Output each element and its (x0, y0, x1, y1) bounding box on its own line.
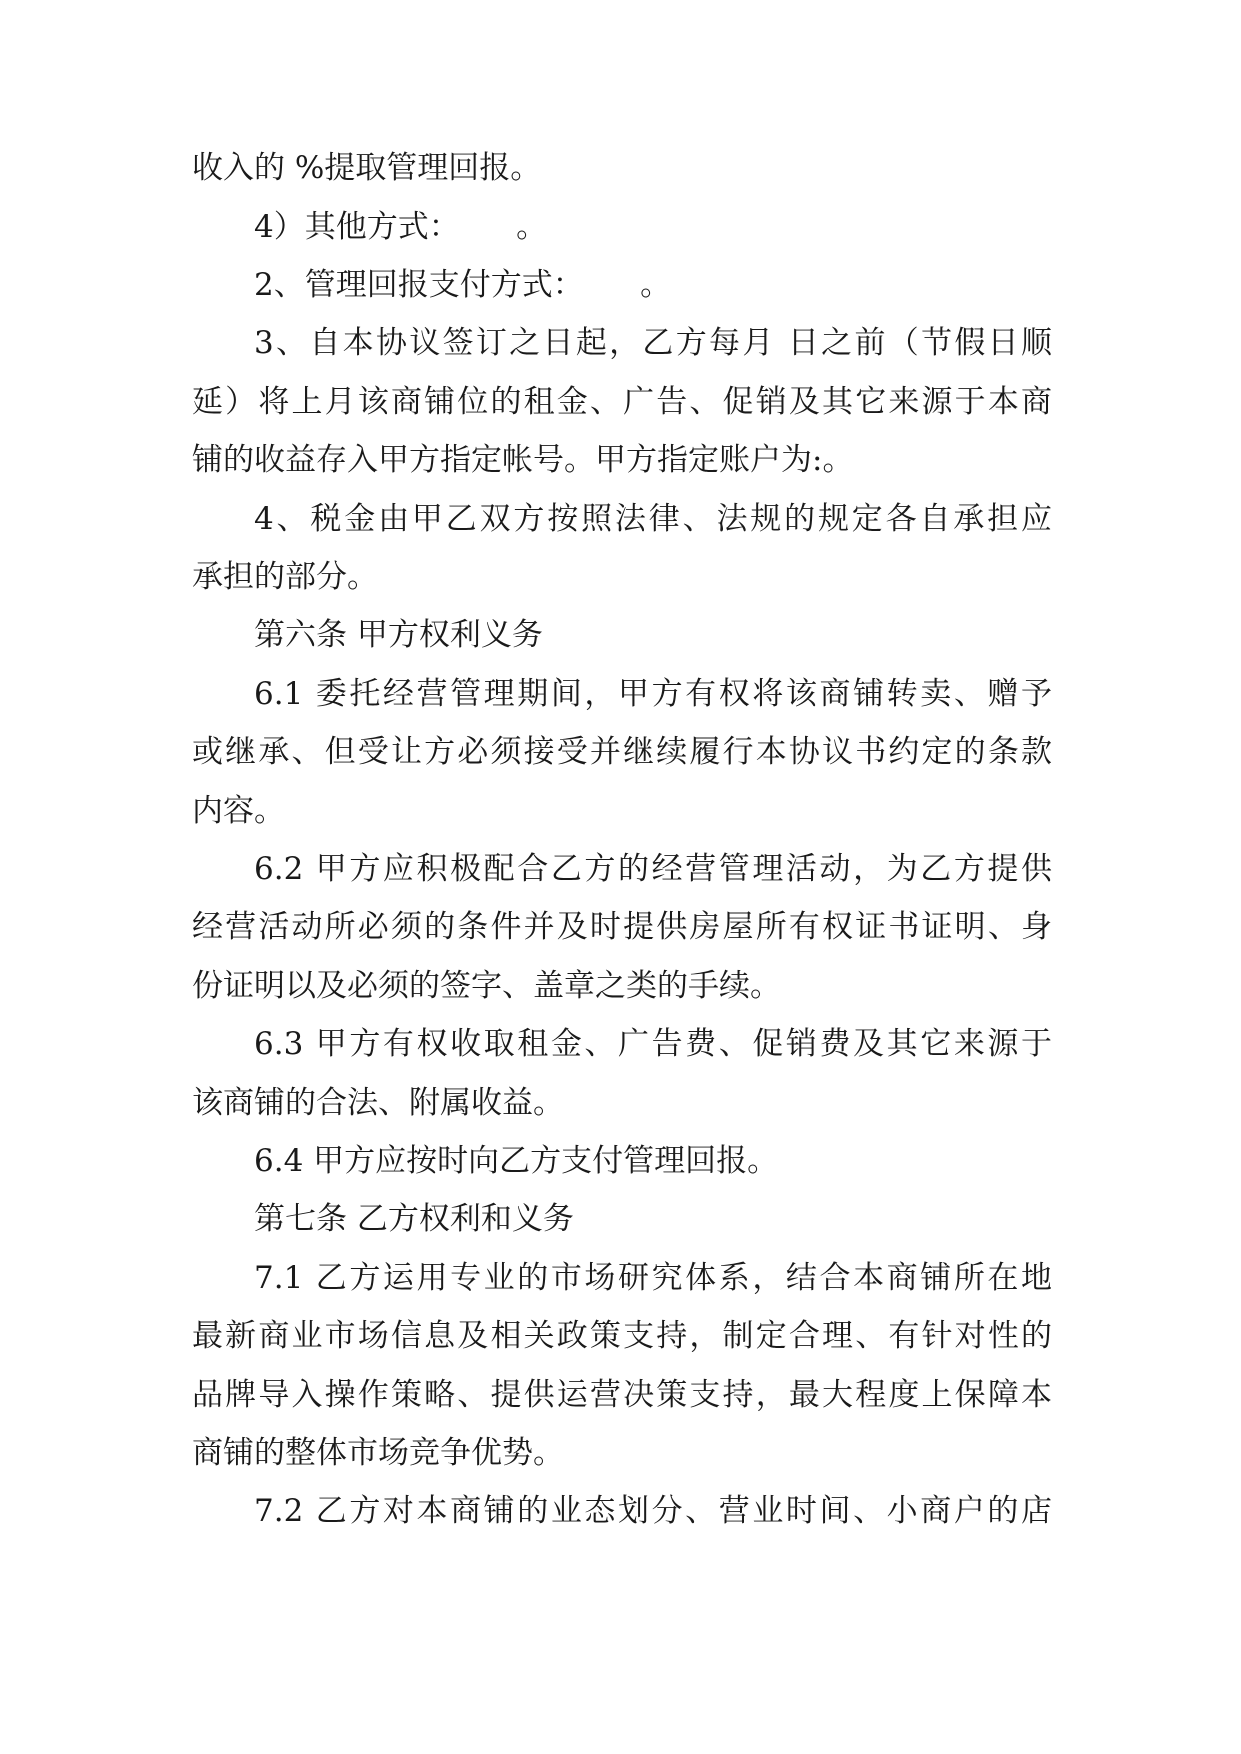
text-line: 最新商业市场信息及相关政策支持，制定合理、有针对性的 (192, 1318, 1052, 1354)
text-line: 7.1 乙方运用专业的市场研究体系，结合本商铺所在地 (254, 1260, 1052, 1296)
text-line: 6.2 甲方应积极配合乙方的经营管理活动，为乙方提供 (254, 851, 1052, 887)
text-line: 份证明以及必须的签字、盖章之类的手续。 (192, 968, 781, 1004)
text-line: 经营活动所必须的条件并及时提供房屋所有权证书证明、身 (192, 909, 1052, 945)
text-line: 延）将上月该商铺位的租金、广告、促销及其它来源于本商 (192, 384, 1052, 420)
text-line: 收入的 %提取管理回报。 (192, 150, 542, 186)
text-line: 品牌导入操作策略、提供运营决策支持，最大程度上保障本 (192, 1377, 1052, 1413)
text-line: 铺的收益存入甲方指定帐号。甲方指定账户为:。 (192, 442, 854, 478)
text-line: 内容。 (192, 793, 285, 829)
text-line: 或继承、但受让方必须接受并继续履行本协议书约定的条款 (192, 734, 1052, 770)
text-line: 承担的部分。 (192, 559, 378, 595)
section-heading: 第七条 乙方权利和义务 (254, 1201, 574, 1237)
text-line: 6.1 委托经营管理期间，甲方有权将该商铺转卖、赠予 (254, 676, 1052, 712)
text-line: 6.3 甲方有权收取租金、广告费、促销费及其它来源于 (254, 1026, 1052, 1062)
text-line: 商铺的整体市场竞争优势。 (192, 1435, 564, 1471)
text-line: 7.2 乙方对本商铺的业态划分、营业时间、小商户的店 (254, 1493, 1052, 1529)
text-line: 4）其他方式： 。 (254, 209, 548, 245)
text-line: 3、自本协议签订之日起，乙方每月 日之前（节假日顺 (254, 325, 1052, 361)
text-line: 6.4 甲方应按时向乙方支付管理回报。 (254, 1143, 779, 1179)
text-line: 4、税金由甲乙双方按照法律、法规的规定各自承担应 (254, 501, 1052, 537)
section-heading: 第六条 甲方权利义务 (254, 617, 543, 653)
text-line: 2、管理回报支付方式： 。 (254, 267, 672, 303)
text-line: 该商铺的合法、附属收益。 (192, 1085, 564, 1121)
